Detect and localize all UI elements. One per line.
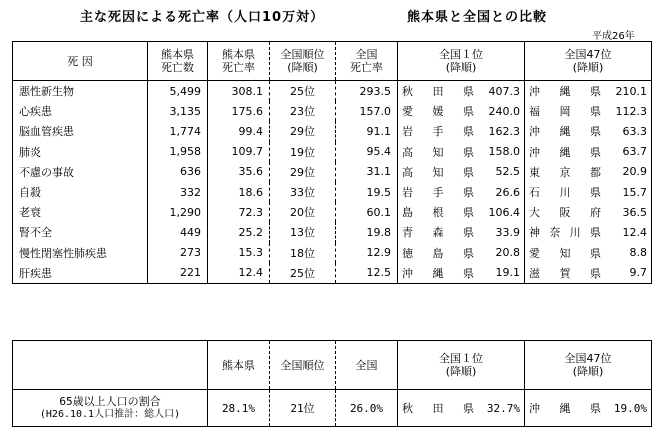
cell-cause: 老衰	[13, 202, 148, 222]
first-pref-value: 20.8	[495, 246, 520, 260]
cell-cause: 心疾患	[13, 101, 148, 121]
table-row	[13, 142, 652, 162]
cell-first	[398, 162, 525, 182]
cell-national: 95.4	[336, 142, 398, 162]
first-pref-value: 33.9	[495, 225, 520, 239]
cell-last	[525, 222, 652, 242]
cell-cause: 腎不全	[13, 222, 148, 242]
cell-rate: 109.7	[208, 142, 270, 162]
first-pref-name: 岩 手 県	[402, 125, 474, 139]
cell-national: 12.5	[336, 263, 398, 284]
last-pref-name: 滋 賀 県	[529, 266, 601, 280]
header-deaths: 熊本県 死亡数	[148, 42, 208, 81]
cell-rate: 35.6	[208, 162, 270, 182]
cell-national: 19.5	[336, 182, 398, 202]
header-rate: 熊本県 死亡率	[208, 42, 270, 81]
elderly-last-value: 19.0%	[613, 401, 647, 415]
last-pref-value: 12.4	[622, 225, 647, 239]
table-row	[13, 202, 652, 222]
first-pref-value: 407.3	[488, 84, 520, 98]
cell-first	[398, 263, 525, 284]
first-pref-name: 高 知 県	[402, 145, 474, 159]
elderly-header-kumamoto: 熊本県	[208, 341, 270, 390]
cell-rate: 18.6	[208, 182, 270, 202]
table-row	[13, 263, 652, 284]
cell-last	[525, 243, 652, 263]
last-pref-name: 東 京 都	[529, 165, 601, 179]
last-pref-name: 沖 縄 県	[529, 85, 601, 99]
cell-first	[398, 101, 525, 121]
last-pref-name: 神 奈 川 県	[529, 226, 601, 240]
elderly-header-last: 全国47位 (降順)	[525, 341, 652, 390]
cell-rate: 12.4	[208, 263, 270, 284]
cell-rate: 15.3	[208, 243, 270, 263]
last-pref-value: 210.1	[615, 84, 647, 98]
cell-rank: 29位	[270, 162, 336, 182]
cell-cause: 悪性新生物	[13, 81, 148, 102]
table-row	[13, 222, 652, 242]
header-cause: 死 因	[13, 42, 148, 81]
cell-last	[525, 263, 652, 284]
cell-last	[525, 81, 652, 102]
cell-rate: 308.1	[208, 81, 270, 102]
last-pref-value: 9.7	[629, 266, 647, 280]
first-pref-value: 19.1	[495, 266, 520, 280]
cell-rank: 18位	[270, 243, 336, 263]
cell-rate: 72.3	[208, 202, 270, 222]
cell-cause: 肺炎	[13, 142, 148, 162]
cell-national: 60.1	[336, 202, 398, 222]
cell-rank: 19位	[270, 142, 336, 162]
cell-rank: 23位	[270, 101, 336, 121]
comparison-title: 熊本県と全国との比較	[407, 10, 548, 25]
table-row	[13, 81, 652, 102]
last-pref-name: 福 岡 県	[529, 105, 601, 119]
first-pref-name: 青 森 県	[402, 226, 474, 240]
last-pref-name: 大 阪 府	[529, 206, 601, 220]
elderly-header-blank	[13, 341, 208, 390]
first-pref-name: 岩 手 県	[402, 186, 474, 200]
cell-rate: 175.6	[208, 101, 270, 121]
cell-deaths: 449	[148, 222, 208, 242]
elderly-label: 65歳以上人口の割合 (H26.10.1人口推計：総人口)	[13, 390, 208, 427]
last-pref-value: 20.9	[622, 165, 647, 179]
table-body	[13, 81, 652, 284]
cell-deaths: 1,774	[148, 121, 208, 141]
table-row	[13, 243, 652, 263]
last-pref-name: 沖 縄 県	[529, 125, 601, 139]
cell-national: 12.9	[336, 243, 398, 263]
cell-first	[398, 202, 525, 222]
cell-cause: 脳血管疾患	[13, 121, 148, 141]
first-pref-value: 106.4	[488, 205, 520, 219]
elderly-header-row	[13, 341, 652, 390]
header-rank: 全国順位 (降順)	[270, 42, 336, 81]
page-title: 主な死因による死亡率（人口10万対）	[80, 10, 325, 25]
header-national: 全国 死亡率	[336, 42, 398, 81]
last-pref-value: 15.7	[622, 185, 647, 199]
cell-deaths: 5,499	[148, 81, 208, 102]
cell-rank: 13位	[270, 222, 336, 242]
cell-last	[525, 182, 652, 202]
cell-rank: 29位	[270, 121, 336, 141]
elderly-first-pref: 秋 田 県	[402, 402, 474, 415]
cell-rank: 25位	[270, 81, 336, 102]
last-pref-value: 8.8	[629, 246, 647, 260]
elderly-table	[12, 340, 652, 427]
elderly-first	[398, 390, 525, 427]
first-pref-name: 島 根 県	[402, 206, 474, 220]
table-row	[13, 121, 652, 141]
cell-rate: 99.4	[208, 121, 270, 141]
cell-last	[525, 142, 652, 162]
last-pref-value: 36.5	[622, 205, 647, 219]
cell-first	[398, 243, 525, 263]
cell-deaths: 1,958	[148, 142, 208, 162]
first-pref-name: 秋 田 県	[402, 85, 474, 99]
first-pref-value: 162.3	[488, 124, 520, 138]
cell-national: 157.0	[336, 101, 398, 121]
cell-deaths: 221	[148, 263, 208, 284]
first-pref-name: 沖 縄 県	[402, 266, 474, 280]
cell-last	[525, 162, 652, 182]
table-row	[13, 162, 652, 182]
year-label: 平成26年	[592, 31, 635, 42]
cell-first	[398, 142, 525, 162]
cell-rank: 25位	[270, 263, 336, 284]
cell-national: 31.1	[336, 162, 398, 182]
elderly-rank: 21位	[270, 390, 336, 427]
table-row	[13, 101, 652, 121]
first-pref-value: 158.0	[488, 145, 520, 159]
first-pref-value: 240.0	[488, 104, 520, 118]
first-pref-value: 52.5	[495, 165, 520, 179]
elderly-last-pref: 沖 縄 県	[529, 402, 601, 415]
header-row	[13, 42, 652, 81]
title-bar	[0, 6, 661, 24]
first-pref-name: 愛 媛 県	[402, 105, 474, 119]
cell-cause: 不慮の事故	[13, 162, 148, 182]
cell-cause: 自殺	[13, 182, 148, 202]
first-pref-value: 26.6	[495, 185, 520, 199]
cell-national: 293.5	[336, 81, 398, 102]
elderly-last	[525, 390, 652, 427]
last-pref-value: 112.3	[615, 104, 647, 118]
first-pref-name: 徳 島 県	[402, 246, 474, 260]
cell-deaths: 273	[148, 243, 208, 263]
last-pref-value: 63.7	[622, 145, 647, 159]
table-row	[13, 182, 652, 202]
cell-national: 91.1	[336, 121, 398, 141]
elderly-header-first: 全国１位 (降順)	[398, 341, 525, 390]
cell-first	[398, 182, 525, 202]
cell-deaths: 332	[148, 182, 208, 202]
cell-last	[525, 101, 652, 121]
cell-last	[525, 202, 652, 222]
cell-national: 19.8	[336, 222, 398, 242]
last-pref-name: 愛 知 県	[529, 246, 601, 260]
cell-cause: 肝疾患	[13, 263, 148, 284]
cell-first	[398, 81, 525, 102]
elderly-data-row	[13, 390, 652, 427]
cell-last	[525, 121, 652, 141]
cell-deaths: 1,290	[148, 202, 208, 222]
cell-rank: 33位	[270, 182, 336, 202]
cell-first	[398, 222, 525, 242]
header-last: 全国47位 (降順)	[525, 42, 652, 81]
first-pref-name: 高 知 県	[402, 165, 474, 179]
elderly-first-value: 32.7%	[486, 401, 520, 415]
elderly-header-rank: 全国順位	[270, 341, 336, 390]
last-pref-value: 63.3	[622, 124, 647, 138]
cell-cause: 慢性閉塞性肺疾患	[13, 243, 148, 263]
death-rate-table	[12, 41, 652, 284]
header-first: 全国１位 (降順)	[398, 42, 525, 81]
cell-deaths: 3,135	[148, 101, 208, 121]
cell-rank: 20位	[270, 202, 336, 222]
last-pref-name: 石 川 県	[529, 186, 601, 200]
cell-first	[398, 121, 525, 141]
cell-deaths: 636	[148, 162, 208, 182]
elderly-kumamoto: 28.1%	[208, 390, 270, 427]
elderly-header-national: 全国	[336, 341, 398, 390]
last-pref-name: 沖 縄 県	[529, 145, 601, 159]
cell-rate: 25.2	[208, 222, 270, 242]
elderly-national: 26.0%	[336, 390, 398, 427]
